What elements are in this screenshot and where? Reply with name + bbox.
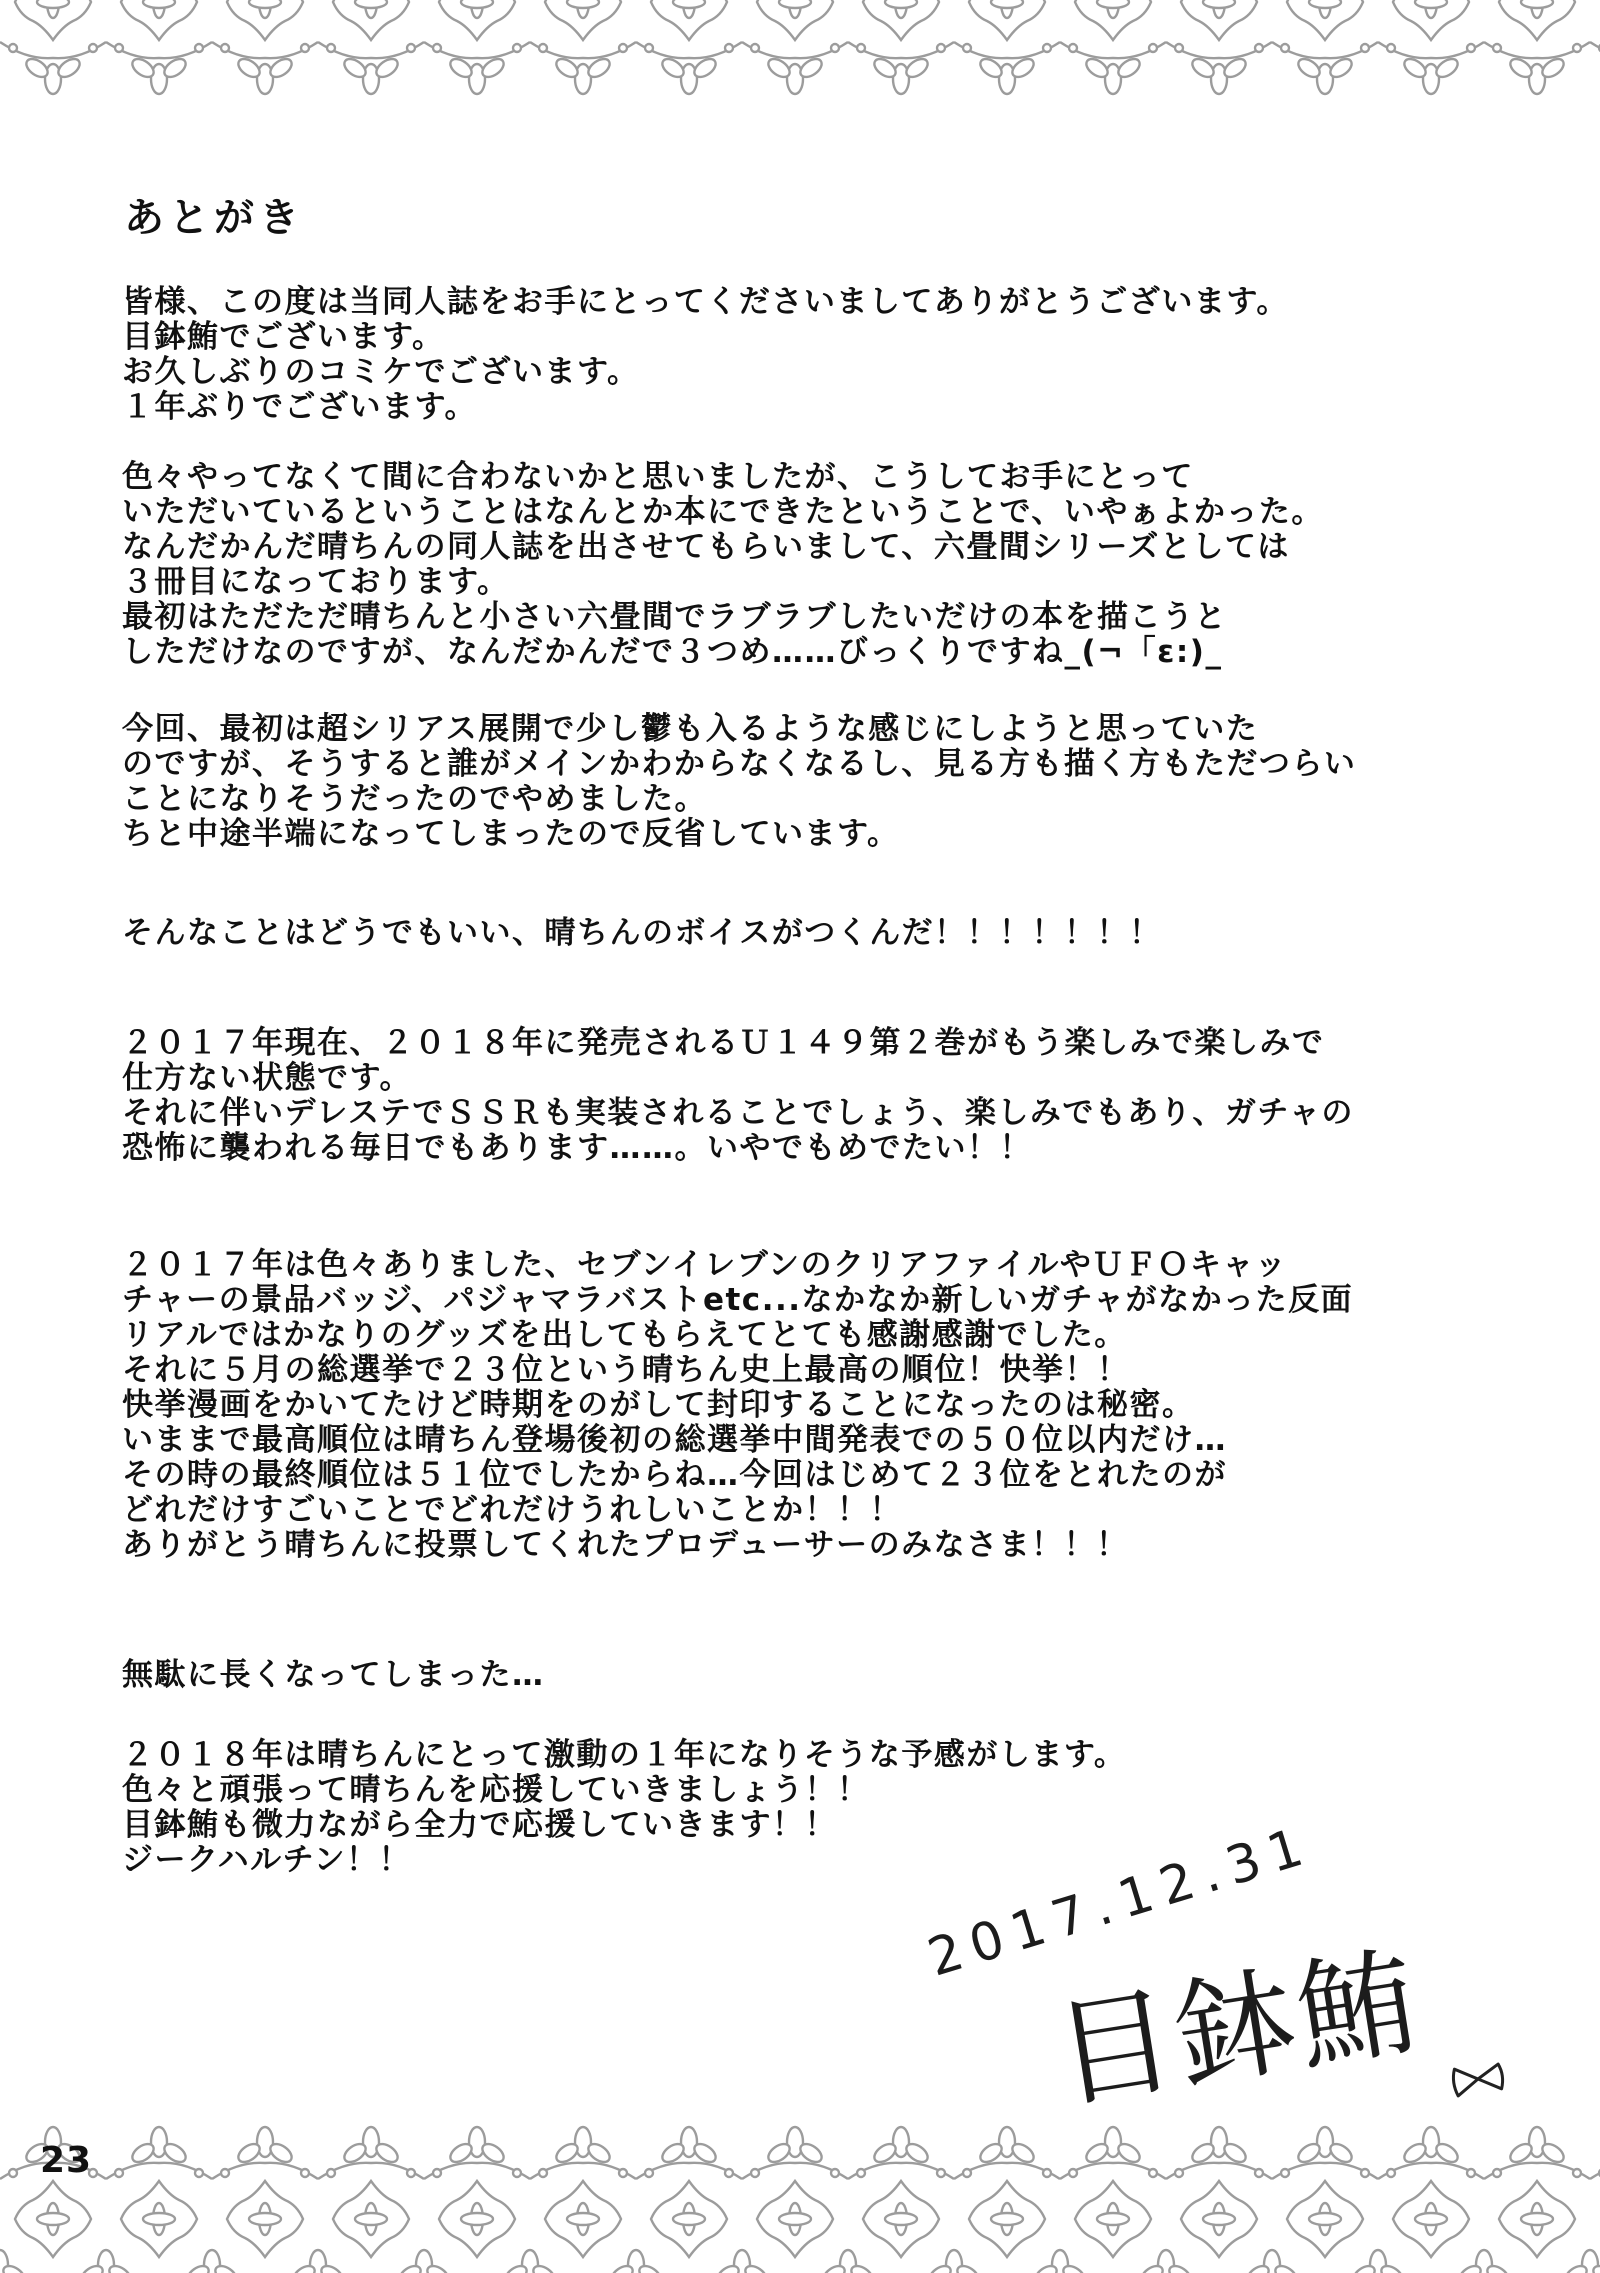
paragraph-story-plans: [122, 712, 1542, 852]
page-number: 23: [40, 2140, 93, 2181]
text-line: ありがとう晴ちんに投票してくれたプロデューサーのみなさま！！！: [122, 1527, 1129, 1563]
text-line: ２０１８年は晴ちんにとって激動の１年になりそうな予感がします。: [122, 1737, 1127, 1773]
page-title: あとがき: [124, 195, 304, 241]
text-line: 快挙漫画をかいてたけど時期をのがして封印することになったのは秘密。: [122, 1387, 1195, 1423]
fish-doodle-icon: [1445, 2054, 1510, 2104]
text-line: １年ぶりでございます。: [122, 389, 478, 425]
text-line: 色々と頑張って晴ちんを応援していきましょう！！: [122, 1772, 870, 1808]
text-line: ３冊目になっております。: [122, 564, 510, 600]
text-line: どれだけすごいことでどれだけうれしいことか！！！: [122, 1492, 902, 1528]
text-line: 目鉢鮪も微力ながら全力で応援していきます！！: [122, 1807, 837, 1843]
paragraph-2018-hopes: [122, 1026, 1542, 1166]
paragraph-book-history: [122, 460, 1542, 670]
lace-border-top-icon: [0, 0, 1600, 96]
paragraph-closing-cheer: [122, 1738, 1542, 1878]
text-line: 恐怖に襲われる毎日でもあります……。いやでもめでたい！！: [122, 1130, 1032, 1166]
text-line: ことになりそうだったのでやめました。: [122, 781, 707, 817]
text-line: それに５月の総選挙で２３位という晴ちん史上最高の順位！快挙！！: [122, 1352, 1130, 1388]
text-line: しただけなのですが、なんだかんだで３つめ……びっくりですね_(¬「ε:)_: [122, 634, 1223, 670]
text-line: お久しぶりのコミケでございます。: [122, 354, 640, 390]
text-line: それに伴いデレステでＳＳＲも実装されることでしょう、楽しみでもあり、ガチャの: [122, 1095, 1354, 1131]
text-line: チャーの景品バッジ、パジャマラバストetc...なかなか新しいガチャがなかった反面: [122, 1282, 1354, 1318]
paragraph-too-long: [122, 1658, 1542, 1693]
text-line: 目鉢鮪でございます。: [122, 319, 445, 355]
text-line: いままで最高順位は晴ちん登場後初の総選挙中間発表での５０位以内だけ…: [122, 1422, 1227, 1458]
text-line: ２０１７年は色々ありました、セブンイレブンのクリアファイルやＵＦＯキャッ: [122, 1247, 1288, 1283]
text-line: 皆様、この度は当同人誌をお手にとってくださいましてありがとうございます。: [122, 284, 1289, 320]
text-line: 仕方ない状態です。: [122, 1060, 413, 1096]
text-line: いただいているということはなんとか本にできたということで、いやぁよかった。: [122, 494, 1324, 530]
text-line: 最初はただただ晴ちんと小さい六畳間でラブラブしたいだけの本を描こうと: [122, 599, 1227, 635]
text-line: リアルではかなりのグッズを出してもらえてとても感謝感謝でした。: [122, 1317, 1127, 1353]
text-line: ２０１７年現在、２０１８年に発売されるＵ１４９第２巻がもう楽しみで楽しみで: [122, 1025, 1325, 1061]
text-line: ちと中途半端になってしまったので反省しています。: [122, 816, 900, 852]
text-line: その時の最終順位は５１位でしたからね…今回はじめて２３位をとれたのが: [122, 1457, 1227, 1493]
text-line: そんなことはどうでもいい、晴ちんのボイスがつくんだ！！！！！！！: [122, 915, 1162, 951]
text-line: 色々やってなくて間に合わないかと思いましたが、こうしてお手にとって: [122, 459, 1194, 495]
paragraph-voice-news: [122, 916, 1542, 951]
text-line: のですが、そうすると誰がメインかわからなくなるし、見る方も描く方もただつらい: [122, 746, 1357, 782]
lace-border-bottom-icon: [0, 2125, 1600, 2273]
text-line: 無駄に長くなってしまった…: [122, 1657, 545, 1693]
text-line: ジークハルチン！！: [122, 1842, 412, 1878]
paragraph-2017-recap: [122, 1248, 1542, 1563]
paragraph-greeting: [122, 285, 1542, 425]
signature-date: 2017.12.31: [921, 1815, 1320, 1989]
text-line: 今回、最初は超シリアス展開で少し鬱も入るような感じにしようと思っていた: [122, 711, 1259, 747]
text-line: なんだかんだ晴ちんの同人誌を出させてもらいまして、六畳間シリーズとしては: [122, 529, 1290, 565]
signature-name: 目鉢鮪: [1045, 1931, 1429, 2126]
